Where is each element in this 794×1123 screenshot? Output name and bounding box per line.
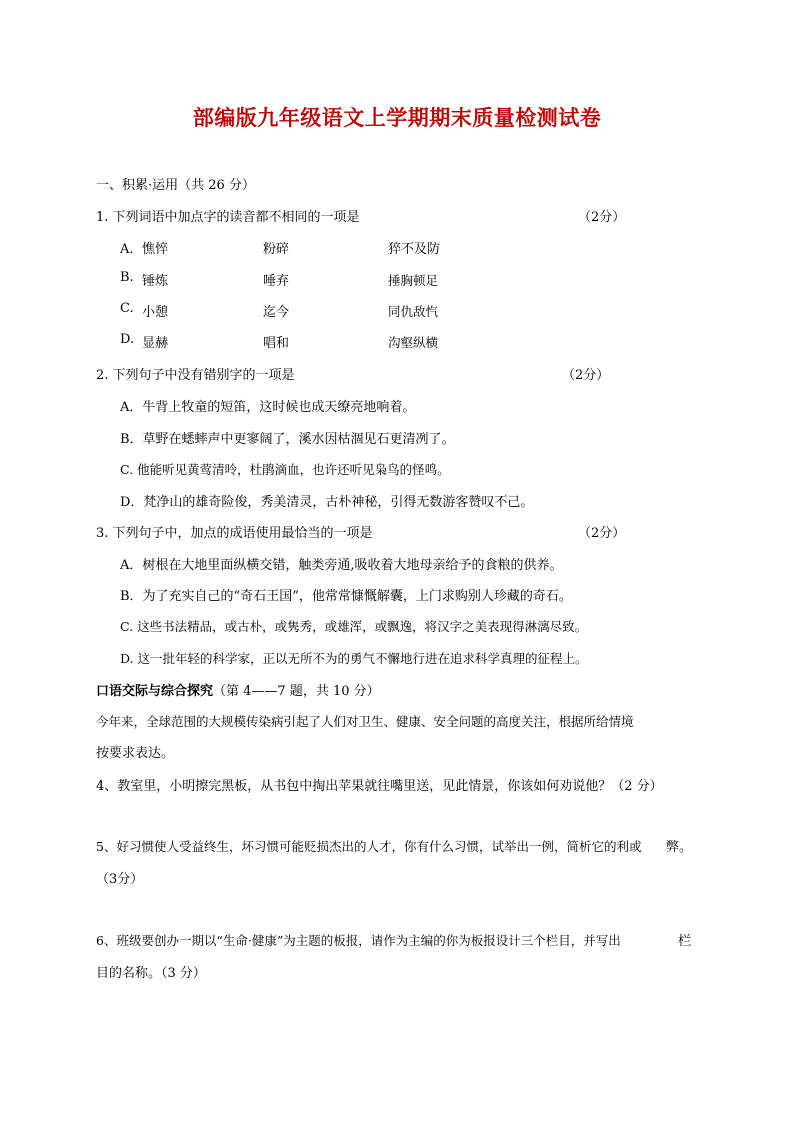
option-label: C. (120, 301, 134, 316)
option-word: 唾弃 (263, 274, 290, 289)
option-word: 显赫 (142, 336, 169, 351)
option-label: D. (120, 332, 135, 347)
section2-heading-suffix: （第 4——7 题，共 10 分） (213, 684, 380, 699)
option-word: 唱和 (263, 336, 290, 351)
q5-line1-tail: 弊。 (666, 840, 693, 855)
q3-option-d: D. 这一批年轻的科学家，正以无所不为的勇气不懈地行进在追求科学真理的征程上。 (120, 651, 588, 666)
q6-line1: 6、班级要创办一期以“生命·健康”为主题的板报，请作为主编的你为板报设计三个栏目，并写出 (96, 933, 621, 948)
document-title: 部编版九年级语文上学期期末质量检测试卷 (192, 106, 602, 130)
option-word: 猝不及防 (388, 242, 441, 257)
q2-option-b: B．草野在蟋蟀声中更寥阔了，溪水因枯涸见石更清冽了。 (120, 432, 455, 447)
option-word: 憔悴 (142, 242, 169, 257)
q5-line2: （3分） (96, 872, 144, 887)
q6-line1-tail: 栏 (678, 934, 692, 949)
section2-heading (96, 680, 380, 699)
option-word: 沟壑纵横 (388, 335, 439, 350)
q3-option-b: B．为了充实自己的“奇石王国”，他常常慷慨解囊，上门求购别人珍藏的奇石。 (120, 589, 572, 604)
option-word: 迄今 (263, 305, 290, 320)
section2-intro-line2: 按要求表达。 (96, 746, 175, 761)
q2-option-c: C. 他能听见黄莺清呤，杜鹃滴血，也许还听见枭鸟的怪鸣。 (120, 462, 450, 477)
option-word: 锤炼 (142, 274, 169, 289)
section2-intro-line1: 今年来，全球范围的大规模传染病引起了人们对卫生、健康、安全问题的高度关注，根据所给情境 (96, 714, 634, 729)
option-label: A． (120, 242, 143, 257)
option-word: 粉碎 (263, 242, 290, 257)
q3-stem: 3. 下列句子中，加点的成语使用最恰当的一项是 (96, 526, 373, 541)
q3-score: （2分） (578, 526, 626, 541)
q5-line1: 5、好习惯使人受益终生，坏习惯可能贬损杰出的人才，你有什么习惯，试举出一例，简析它的利或 (96, 839, 642, 854)
option-word: 捶胸顿足 (388, 273, 439, 288)
q3-option-c: C. 这些书法精品，或古朴，或隽秀，或雄浑，或飘逸，将汉字之美表现得淋漓尽致。 (120, 619, 588, 634)
q2-option-d: D．梵净山的雄奇险俊，秀美清灵，古朴神秘，引得无数游客赞叹不己。 (120, 495, 534, 510)
option-word: 同仇敌忾 (388, 304, 439, 319)
q3-option-a: A．树根在大地里面纵横交错，触类旁通,吸收着大地母亲给予的食粮的供养。 (120, 558, 563, 573)
option-label: B. (120, 270, 134, 285)
section2-heading-title: 口语交际与综合探究 (96, 684, 214, 699)
option-word: 小憩 (142, 305, 169, 320)
q2-score: （2分） (562, 368, 610, 383)
q2-option-a: A．牛背上牧童的短笛，这时候也成天缭亮地响着。 (120, 400, 416, 415)
q6-line2: 目的名称。（3 分） (96, 966, 206, 981)
section1-heading: 一、积累·运用（共 26 分） (96, 178, 255, 193)
q4-text: 4、教室里，小明擦完黑板，从书包中掏出苹果就往嘴里送，见此情景，你该如何劝说他？（2 分） (96, 779, 663, 794)
q1-score: （2分） (578, 210, 626, 225)
q1-stem: 1. 下列词语中加点字的读音都不相同的一项是 (96, 210, 360, 225)
q2-stem: 2. 下列句子中没有错别字的一项是 (96, 368, 295, 383)
